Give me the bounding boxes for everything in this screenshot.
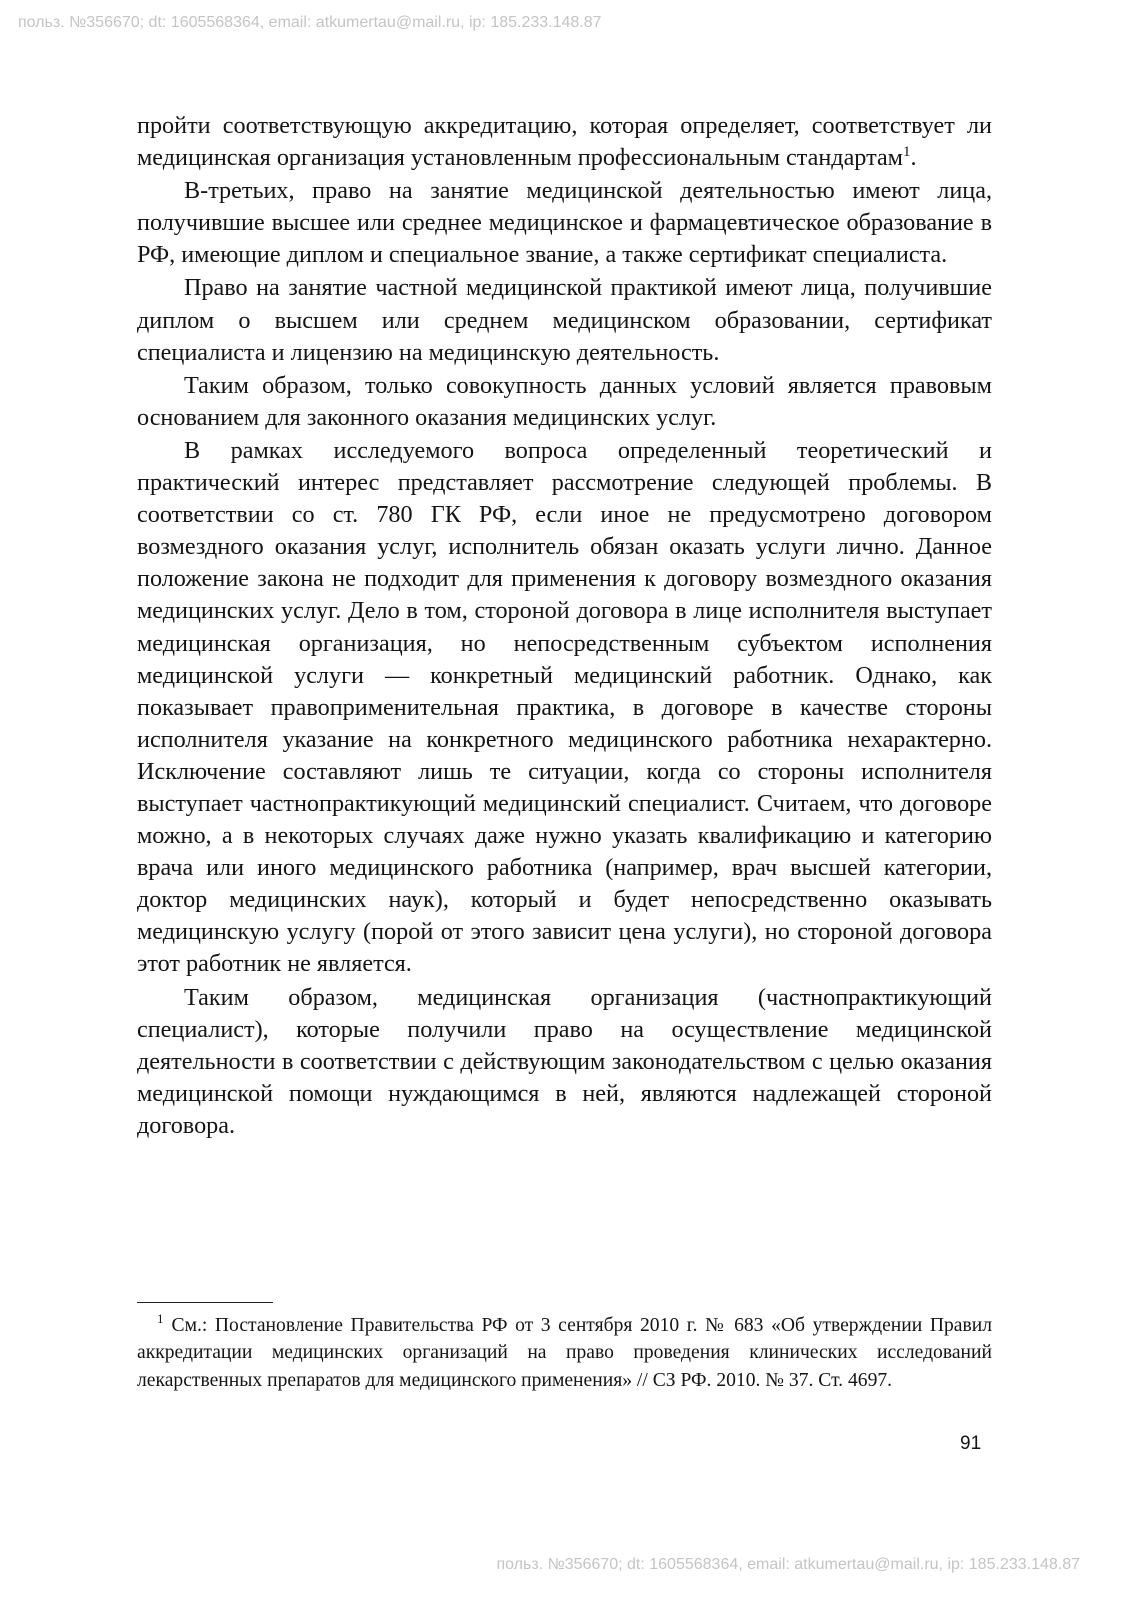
footnote-reference[interactable]: 1: [902, 144, 911, 161]
footnote-mark: 1: [157, 1311, 164, 1327]
paragraph-3: Право на занятие частной медицинской практикой имеют лица, получившие диплом о высшем или среднем медицинском образовании, сертификат специалиста и лицензию на медицинскую деятельность.: [137, 274, 992, 366]
paragraph-1-text: пройти соответствующую аккредитацию, которая определяет, соответствует ли медицинская организация установленным профессиональным стандартам: [137, 112, 992, 172]
paragraph-1-end: .: [910, 144, 917, 172]
paragraph-5: В рамках исследуемого вопроса определенный теоретический и практический интерес представляет рассмотрение следующей проблемы. В соответствии со ст. 780 ГК РФ, если иное не предусмотрено договором возмездного оказания услуг, исполнитель обязан оказать услуги лично. Данное положение закона не подходит для применения к договору возмездного оказания медицинских услуг. Дело в том, стороной договора в лице исполнителя выступает медицинская организация, но непосредственным субъектом исполнения медицинской услуги — конкретный медицинский работник. Однако, как показывает правоприменительная практика, в договоре в качестве стороны исполнителя указание на конкретного медицинского работника нехарактерно. Исключение составляют лишь те ситуации, когда со стороны исполнителя выступает частнопрактикующий медицинский специалист. Считаем, что договоре можно, а в некоторых случаях даже нужно указать квалификацию и категорию врача или иного медицинского работника (например, врач высшей категории, доктор медицинских наук), который и будет непосредственно оказывать медицинскую услугу (порой от этого зависит цена услуги), но стороной договора этот работник не является.: [137, 436, 992, 978]
footnote-divider: [137, 1302, 273, 1303]
paragraph-6: Таким образом, медицинская организация (частнопрактикующий специалист), которые получили право на осуществление медицинской деятельности в соответствии с действующим законодательством с целью оказания медицинской помощи нуждающимся в ней, являются надлежащей стороной договора.: [137, 983, 992, 1139]
watermark-top: польз. №356670; dt: 1605568364, email: atkumertau@mail.ru, ip: 185.233.148.87: [18, 14, 602, 31]
page-body: [137, 110, 992, 1142]
footnote: [137, 1312, 992, 1394]
watermark-bottom: польз. №356670; dt: 1605568364, email: atkumertau@mail.ru, ip: 185.233.148.87: [496, 1556, 1080, 1573]
page-number: 91: [960, 1433, 982, 1454]
paragraph-4: Таким образом, только совокупность данных условий является правовым основанием для законного оказания медицинских услуг.: [137, 371, 992, 431]
paragraph-1: [137, 110, 992, 174]
paragraph-2: В-третьих, право на занятие медицинской деятельностью имеют лица, получившие высшее или среднее медицинское и фармацевтическое образование в РФ, имеющие диплом и специальное звание, а также сертификат специалиста.: [137, 177, 992, 269]
footnote-text: См.: Постановление Правительства РФ от 3 сентября 2010 г. № 683 «Об утверждении Правил аккредитации медицинских организаций на право проведения клинических исследований лекарственных препаратов для медицинского применения» // СЗ РФ. 2010. № 37. Ст. 4697.: [137, 1315, 992, 1391]
